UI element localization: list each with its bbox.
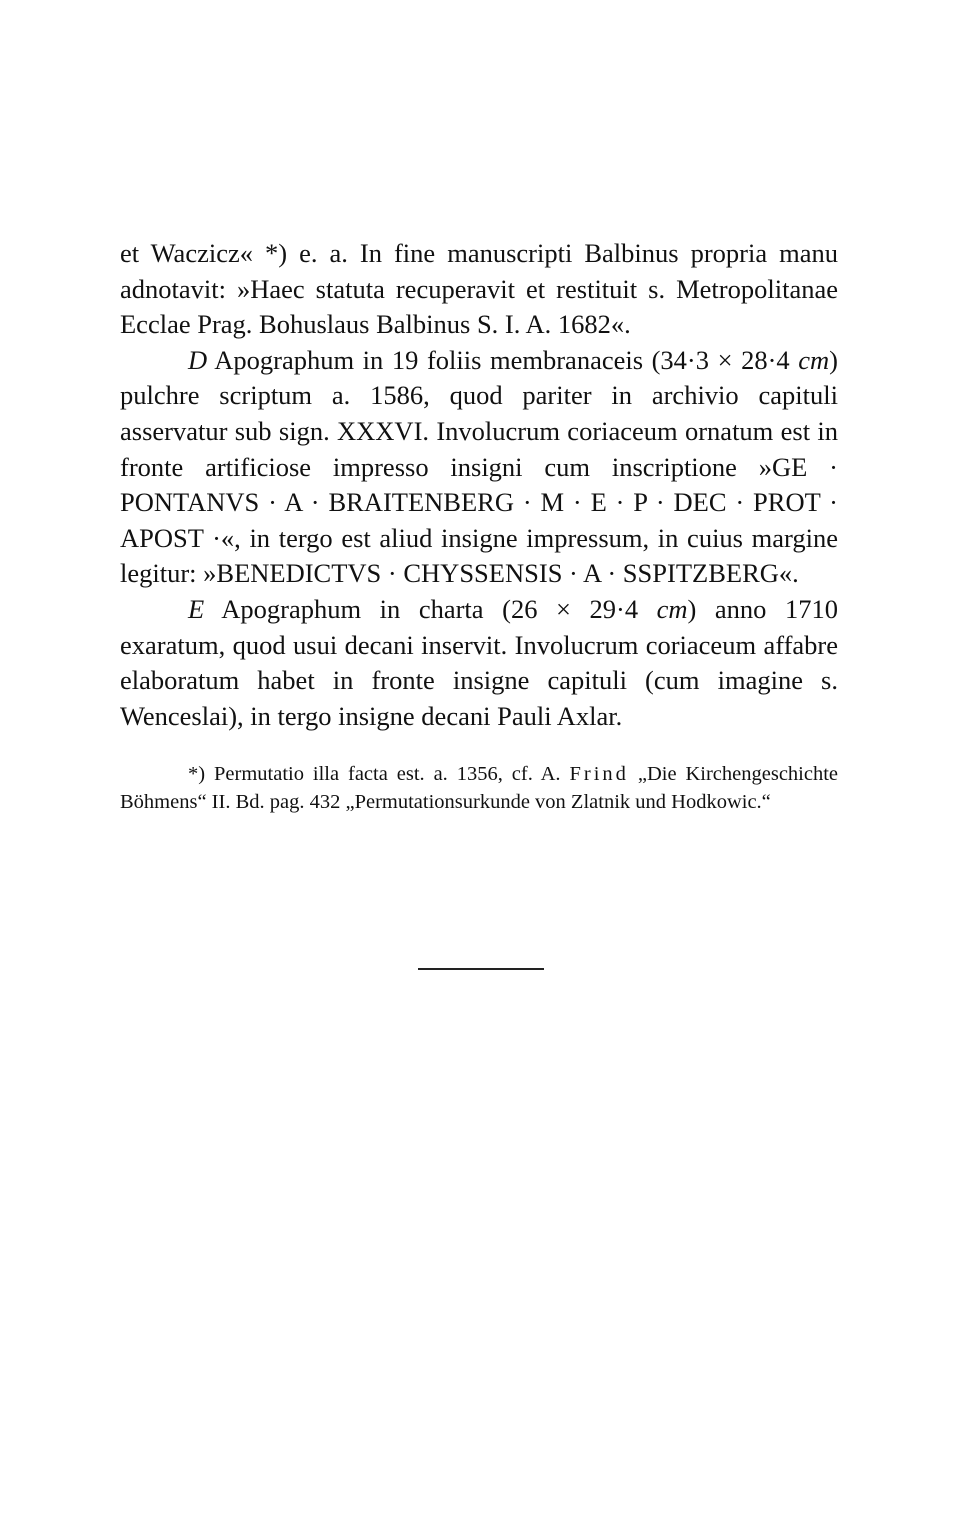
paragraph-text: Apographum in 19 foliis membranaceis (34·3 × 28·4 — [214, 344, 790, 375]
footnote-author: Frind — [569, 763, 629, 786]
footnote-marker: *) — [188, 763, 206, 786]
main-text — [120, 236, 838, 734]
paragraph-continuation — [120, 236, 838, 343]
end-rule — [418, 968, 544, 970]
siglum-d: D — [188, 344, 208, 375]
paragraph-text: et Waczicz« *) e. a. In fine manuscripti Balbinus propria manu adnotavit: »Haec statuta recuperavit et restituit s. Metropolitanae Ecclae Prag. Bohuslaus Balbinus S. I. A. 1682«. — [120, 238, 838, 340]
paragraph-apograph-e — [120, 592, 838, 734]
footnote — [120, 761, 838, 817]
unit-label: cm — [656, 593, 688, 624]
page-content — [120, 236, 838, 837]
paragraph-text: ) pulchre scriptum a. 1586, quod pariter in archivio capituli asservatur sub sign. XXXVI. Involucrum coriaceum ornatum est in fronte artificiose impresso insigni cum inscriptione »GE · PONTANVS · A · BRAITENBERG · M · E · P · DEC · PROT · APOST ·«, in tergo est aliud insigne impressum, in cuius margine legitur: »BENEDICTVS · CHYSSENSIS · A · SSPITZBERG«. — [120, 344, 838, 589]
footnote-text: „Die Kirchengeschichte Böhmens“ II. Bd. pag. 432 „Permutationsurkunde von Zlatnik und Hodkowic.“ — [120, 763, 839, 814]
paragraph-text: ) anno 1710 exaratum, quod usui decani inservit. Involucrum coriaceum affabre elaboratum habet in fronte insigne capituli (cum imagine s. Wenceslai), in tergo insigne decani Pauli Axlar. — [120, 593, 838, 731]
unit-label: cm — [798, 344, 830, 375]
siglum-e: E — [188, 593, 205, 624]
paragraph-apograph-d — [120, 343, 838, 592]
paragraph-text: Apographum in charta (26 × 29·4 — [221, 593, 639, 624]
footnote-text: Permutatio illa facta est. a. 1356, cf. A. — [214, 763, 561, 786]
